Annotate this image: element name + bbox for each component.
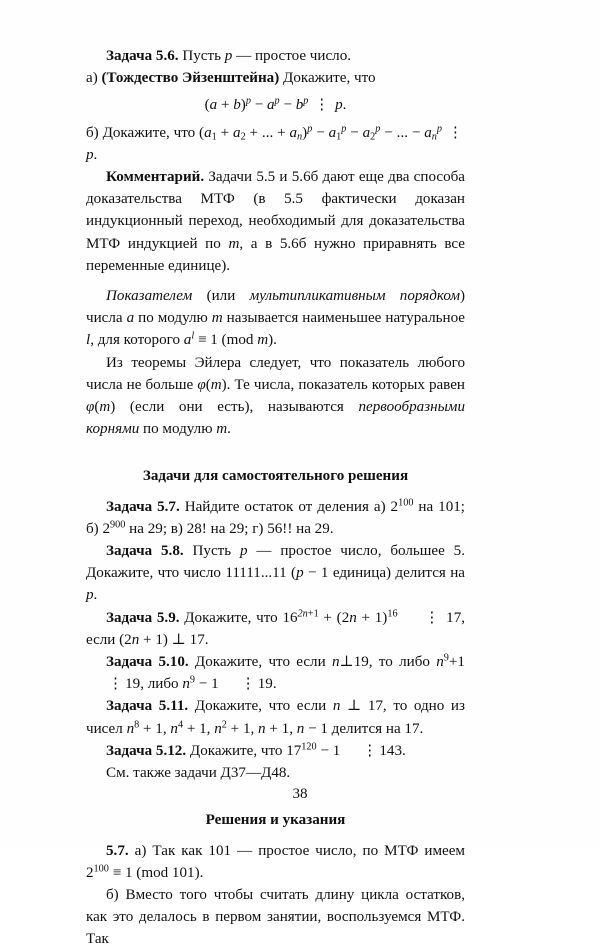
section-heading-independent-problems: Задачи для самостоятельного решения — [142, 468, 409, 485]
solution-5-7-a-paragraph: 5.7. а) Так как 101 — простое число, по МТФ имеем $2^{100} \equiv 1$ (mod 101). — [86, 842, 465, 881]
primitive-roots-term: первообразными корнями — [86, 399, 465, 438]
definition-term: Показателем — [106, 288, 193, 305]
solution-5-7-label: 5.7. — [106, 842, 129, 859]
page-content — [86, 45, 465, 951]
task-5-6-formula: $(a + b)^p - a^p - b^p$ ⋮ p. — [86, 94, 465, 116]
commentary-text: Задачи 5.5 и 5.6б дают еще два способа доказательства МТФ (в 5.5 фактически доказан индукционный переход, необходимый для доказательства МТФ индукцией по m, а в 5.6б нужно приравнять все переменные единице). — [86, 169, 466, 274]
task-5-7-paragraph: Задача 5.7. Найдите остаток от деления а) $2^{100}$ на 101; б) $2^{900}$ на 29; в) 28! на 29; г) 56!! на 29. — [86, 497, 465, 537]
divides-icon: ⋮ — [424, 609, 440, 626]
task-5-11-label: Задача 5.11. — [106, 698, 189, 715]
see-also-paragraph: См. также задачи Д37—Д48. — [106, 765, 291, 782]
divides-icon: ⋮ — [447, 124, 463, 141]
section-heading-solutions: Решения и указания — [205, 812, 346, 829]
divides-icon: ⋮ — [108, 676, 124, 693]
spacer — [86, 277, 465, 285]
task-5-10-paragraph: Задача 5.10. Докажите, что если n⊥19, то либо $n^9+1⋮$ 19, либо $n^9 - 1$ ⋮ 19. — [86, 651, 465, 695]
divides-icon: ⋮ — [362, 742, 378, 759]
commentary-label: Комментарий. — [106, 169, 205, 186]
definition-paragraph: Показателем (или мультипликативным порядком) числа a по модулю m называется наименьшее натуральное l, для которого $a^l \equiv 1$ (mod m). — [86, 288, 466, 349]
solution-5-7-b-paragraph: б) Вместо того чтобы считать длину цикла остатков, как это делалось в первом занятии, воспользуемся МТФ. Так — [86, 886, 465, 948]
task-5-6-label: Задача 5.6. — [106, 48, 179, 64]
definition-term-alt: мультипликативным порядком — [249, 288, 460, 305]
spacer — [86, 488, 465, 496]
euler-paragraph: Из теоремы Эйлера следует, что показатель любого числа не больше φ(m). Те числа, показатель которых равен φ(m) (если они есть), называются первообразными корнями по модулю m. — [86, 354, 465, 438]
task-5-8-label: Задача 5.8. — [106, 543, 184, 560]
divides-icon: ⋮ — [314, 97, 330, 114]
task-5-6-a-paragraph — [86, 67, 465, 89]
spacer — [86, 440, 465, 465]
task-5-8-paragraph: Задача 5.8. Пусть p — простое число, большее 5. Докажите, что число 11111...11 (p − 1 единица) делится на p. — [86, 543, 465, 604]
task-5-6-b-paragraph: б) Докажите, что ($a_1 + a_2$ + ... + $a_n)^p - a_1^p - a_2^p$ − ... − $a_n^p$ ⋮ p. — [86, 123, 463, 163]
task-5-9-label: Задача 5.9. — [106, 609, 180, 626]
commentary-paragraph — [86, 166, 465, 277]
task-5-6-a-statement: Докажите, что — [279, 70, 376, 87]
page-number: 38 — [292, 786, 308, 802]
task-5-12-label: Задача 5.12. — [106, 742, 187, 759]
task-5-10-label: Задача 5.10. — [106, 654, 189, 671]
task-5-6-statement: Пусть p — простое число. — [178, 48, 352, 64]
task-5-6-a-label: а) (Тождество Эйзенштейна) — [86, 70, 280, 87]
divides-icon: ⋮ — [240, 676, 256, 693]
task-5-11-paragraph: Задача 5.11. Докажите, что если n ⊥ 17, то одно из чисел $n^8 + 1$, $n^4 + 1$, $n^2 + 1$, n + 1, n − 1 делится на 17. — [86, 698, 465, 737]
task-5-7-label: Задача 5.7. — [106, 498, 180, 515]
task-5-6-paragraph — [86, 45, 465, 67]
spacer — [86, 832, 465, 840]
task-5-9-paragraph: Задача 5.9. Докажите, что $16^{2n+1} + (2n + 1)^{16}$ ⋮ 17, если (2n + 1) ⊥ 17. — [86, 608, 466, 648]
task-5-12-paragraph: Задача 5.12. Докажите, что $17^{120} - 1$ ⋮ 143. — [86, 740, 465, 762]
